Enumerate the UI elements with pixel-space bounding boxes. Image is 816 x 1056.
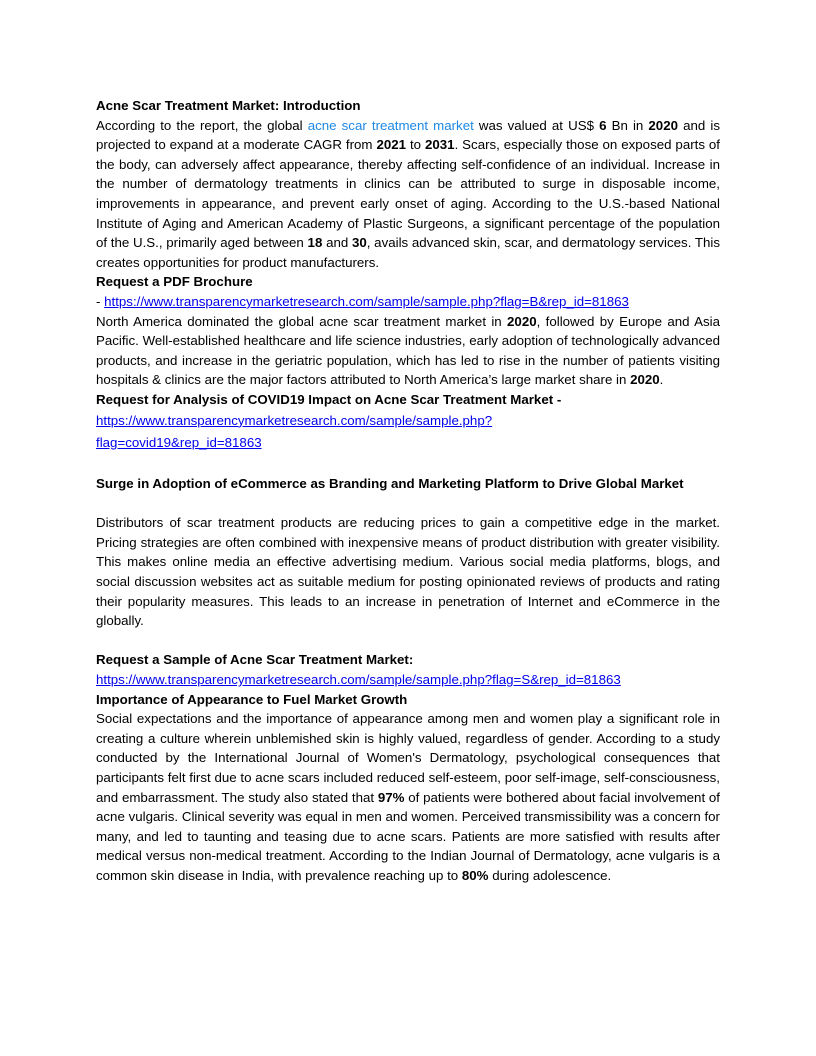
section-heading (96, 650, 720, 670)
text-run: , avails advanced skin, scar, and dermatology services. This creates opportunities for product manufacturers. (96, 235, 720, 270)
text-run: to (406, 137, 425, 153)
blank-line (96, 494, 720, 514)
text-run: Acne Scar Treatment Market: Introduction (96, 98, 361, 113)
document-body (96, 96, 720, 886)
section-heading (96, 474, 720, 494)
text-run: . Scars, especially those on exposed parts of the body, can adversely affect appearance, thereby affecting self-confidence of an individual. Increase in the number of dermatology treatments in clinics can be attributed to surge in disposable income, improvements in appearance, and prevent early onset of aging. According to the U.S.-based National Institute of Aging and American Academy of Plastic Surgeons, a significant percentage of the population of the U.S., primarily aged between (96, 137, 720, 251)
text-run: Social expectations and the importance of appearance among men and women play a significant role in creating a culture wherein unblemished skin is highly valued, regardless of gender. According to a study conducted by the International Journal of Women's Dermatology, psychological consequences that participants felt first due to acne scars included reduced self-esteem, poor self-image, self-consciousness, and embarrassment. The study also stated that (96, 711, 720, 805)
paragraph (96, 670, 720, 690)
text-run: Bn in (606, 117, 649, 133)
blank-line (96, 631, 720, 651)
paragraph (96, 709, 720, 885)
bold-figure: 18 (307, 235, 323, 251)
paragraph (96, 513, 720, 631)
bold-figure: 2031 (424, 137, 455, 153)
text-run: According to the report, the global (96, 117, 308, 133)
paragraph (96, 116, 720, 273)
text-run: Importance of Appearance to Fuel Market Growth (96, 691, 408, 707)
bold-figure: 30 (351, 235, 367, 251)
text-run: of patients were bothered about facial involvement of acne vulgaris. Clinical severity was equal in men and women. Perceived transmissibility was a concern for many, and led to taunting and teasing due to acne scars. Patients are more satisfied with results after medical versus non-medical treatment. According to the Indian Journal of Dermatology, acne vulgaris is a common skin disease in India, with prevalence reaching up to (96, 789, 721, 883)
section-heading (96, 96, 720, 116)
bold-figure: 6 (599, 117, 607, 133)
url-link[interactable]: https://www.transparencymarketresearch.com/sample/sample.php?flag=B&rep_id=81863 (104, 293, 629, 309)
text-run: and is projected to expand at a moderate CAGR from (96, 117, 720, 153)
text-run: North America dominated the global acne scar treatment market in (96, 313, 508, 329)
text-run: - (96, 293, 105, 309)
bold-figure: 80% (461, 867, 489, 883)
bold-figure: 2020 (648, 117, 678, 133)
paragraph (96, 292, 720, 312)
bold-figure: 2020 (507, 313, 537, 329)
url-link[interactable]: https://www.transparencymarketresearch.com/sample/sample.php? (96, 412, 493, 428)
keyword-link[interactable]: acne scar treatment market (307, 117, 474, 133)
text-run: Request a Sample of Acne Scar Treatment Market: (96, 652, 414, 668)
section-heading (96, 690, 720, 710)
bold-figure: 2020 (630, 372, 660, 388)
bold-figure: 97% (377, 789, 405, 805)
text-run: . (659, 372, 664, 388)
text-run: , followed by Europe and Asia Pacific. Well-established healthcare and life science industries, early adoption of technologically advanced products, and increase in the geriatric population, which has led to rise in the number of patients visiting hospitals & clinics are the major factors attributed to North America’s large market share in (96, 313, 720, 388)
url-link[interactable]: flag=covid19&rep_id=81863 (96, 435, 262, 450)
paragraph (96, 312, 720, 390)
text-run: Surge in Adoption of eCommerce as Branding and Marketing Platform to Drive Global Market (96, 476, 684, 492)
text-run: Request a PDF Brochure (96, 274, 253, 290)
text-run: Request for Analysis of COVID19 Impact on Acne Scar Treatment Market - (96, 391, 562, 407)
section-heading (96, 390, 720, 410)
section-heading (96, 272, 720, 292)
text-run: Distributors of scar treatment products are reducing prices to gain a competitive edge in the market. Pricing strategies are often combined with inexpensive means of product distribution with greater visibility. This makes online media an effective advertising medium. Various social media platforms, blogs, and social discussion websites act as suitable medium for posting opinionated reviews of products and rating their popularity measures. This leads to an increase in penetration of Internet and eCommerce in the globally. (96, 515, 720, 629)
text-run: during adolescence. (488, 867, 612, 883)
text-run: was valued at US$ (473, 117, 600, 133)
text-run: and (322, 235, 352, 251)
bold-figure: 2021 (376, 137, 407, 153)
blank-line (96, 455, 720, 475)
paragraph (96, 410, 720, 455)
url-link[interactable]: https://www.transparencymarketresearch.com/sample/sample.php?flag=S&rep_id=81863 (96, 672, 621, 688)
